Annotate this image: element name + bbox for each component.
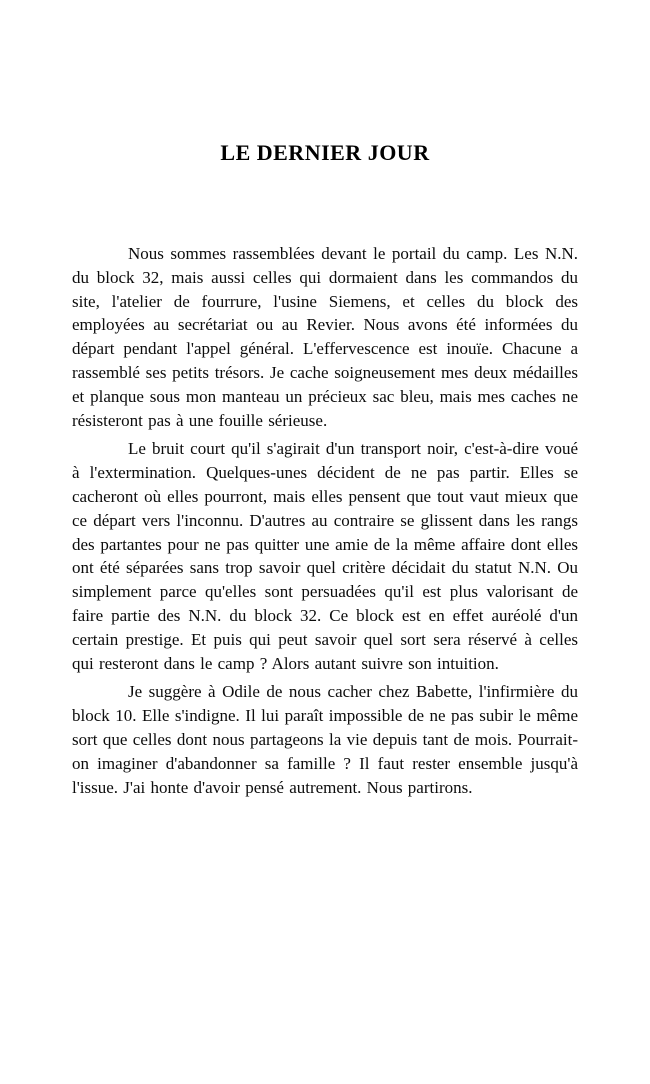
text-block [72, 242, 578, 804]
page-title: LE DERNIER JOUR [220, 140, 430, 165]
paragraph-2: Le bruit court qu'il s'agirait d'un transport noir, c'est-à-dire voué à l'extermination. Quelques-unes décident de ne pas partir. Elles se cacheront où elles pourront, mais elles pensent que tout vaut mieux que ce départ vers l'inconnu. D'autres au contraire se glissent dans les rangs des partantes pour ne pas quitter une amie de la même affaire dont elles ont été séparées sans trop savoir quel critère décidait du statut N.N. Ou simplement parce qu'elles sont persuadées qu'il est plus valorisant de faire partie des N.N. du block 32. Ce block est en effet auréolé d'un certain prestige. Et puis qui peut savoir quel sort sera réservé à celles qui resteront dans le camp ? Alors autant suivre son intuition. [72, 439, 578, 673]
paragraph-1: Nous sommes rassemblées devant le portail du camp. Les N.N. du block 32, mais aussi celles qui dormaient dans les commandos du site, l'atelier de fourrure, l'usine Siemens, et celles du block des employées au secrétariat ou au Revier. Nous avons été informées du départ pendant l'appel général. L'effervescence est inouïe. Chacune a rassemblé ses petits trésors. Je cache soigneusement mes deux médailles et planque sous mon manteau un précieux sac bleu, mais mes caches ne résisteront pas à une fouille sérieuse. [72, 244, 578, 430]
paragraph-3: Je suggère à Odile de nous cacher chez Babette, l'infirmière du block 10. Elle s'indigne. Il lui paraît impossible de ne pas subir le même sort que celles dont nous partageons la vie depuis tant de mois. Pourrait-on imaginer d'abandonner sa famille ? Il faut rester ensemble jusqu'à l'issue. J'ai honte d'avoir pensé autrement. Nous partirons. [72, 682, 578, 797]
